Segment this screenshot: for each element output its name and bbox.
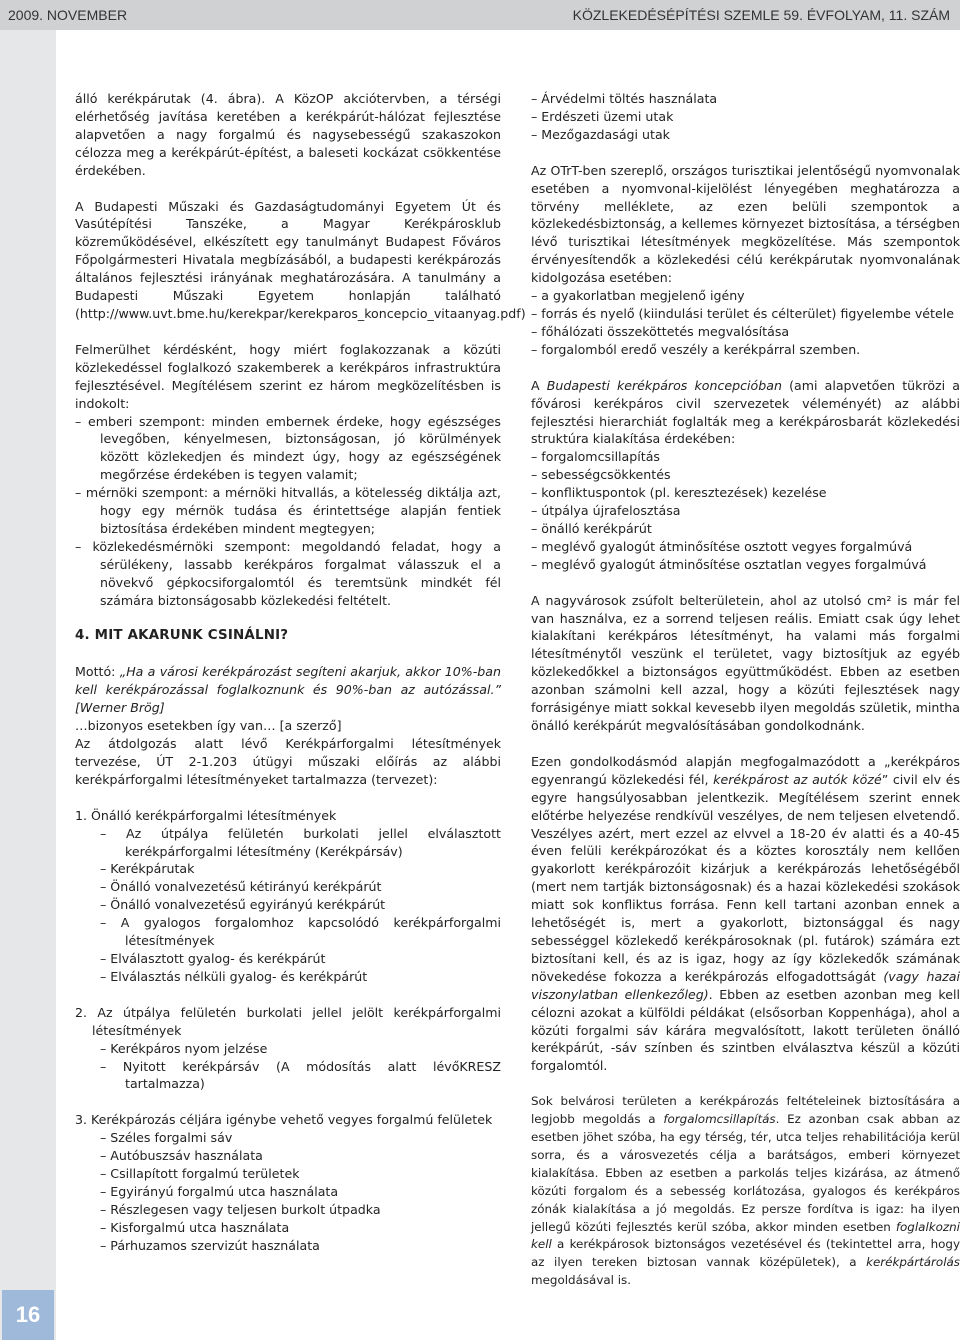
left-margin-bar (0, 30, 56, 1340)
paragraph: A Budapesti Műszaki és Gazdaságtudományi Egyetem Út és Vasútépítési Tanszéke, a Magyar Kerékpárosklub közreműködésével, elkészített egy tanulmányt Budapest Főváros Főpolgármesteri Hivatala megbízásából, a budapesti kerékpározás általános fejlesztési irányának meghatározására. A tanulmány a Budapesti Műszaki Egyetem honlapján található (http://www.uvt.bme.hu/kerekpar/kerekparos_koncepcio_vitaanyag.pdf) (75, 198, 526, 321)
list-item: – forgalomból eredő veszély a kerékpárral szemben. (531, 341, 861, 357)
list-item: – Önálló vonalvezetésű kétirányú kerékpárút (100, 879, 382, 895)
list-title: 2. Az útpálya felületén burkolati jellel jelölt kerékpárforgalmi létesítmények (75, 1004, 501, 1038)
list-item: – Kerékpáros nyom jelzése (100, 1040, 268, 1056)
list-item: – meglévő gyalogút átminősítése osztatlan vegyes forgalmúvá (531, 556, 927, 572)
list-item: – Önálló vonalvezetésű egyirányú kerékpárút (100, 897, 386, 913)
text-run: Sok belvárosi területen a kerékpározás feltételeinek biztosítására a legjobb megoldás a (531, 1094, 960, 1127)
italic-run: kerékpártárolás (866, 1255, 960, 1270)
list-title: 3. Kerékpározás céljára igénybe vehető vegyes forgalmú felületek (75, 1112, 493, 1128)
page-header (0, 0, 960, 30)
list-item: – sebességcsökkentés (531, 467, 671, 483)
header-journal: KÖZLEKEDÉSÉPÍTÉSI SZEMLE 59. ÉVFOLYAM, 11. SZÁM (572, 7, 950, 23)
paragraph (531, 1093, 960, 1290)
list-item: – Elválasztás nélküli gyalog- és kerékpárút (100, 968, 368, 984)
left-column (75, 90, 526, 1255)
paragraph: …bizonyos esetekben így van… [a szerző] (75, 718, 342, 734)
list-item: – főhálózati összeköttetés megvalósítása (531, 323, 790, 339)
text-run: . Ebben az esetben azonban meg kell célozni azokat a külföldi példákat (elsősorban Koppenhága), ahol a közúti forgalmi sáv kárára megvalósított, lakott területen önálló kerékpárút, -sáv színben és szintben elválasztva készül a közúti forgalomtól. (531, 986, 960, 1074)
list-item: – Elválasztott gyalog- és kerékpárút (100, 950, 326, 966)
italic-run: forgalomcsillapítás (663, 1112, 776, 1127)
list-item: – A gyalogos forgalomhoz kapcsolódó kerékpárforgalmi létesítmények (100, 915, 501, 949)
text-run: A (531, 377, 547, 393)
motto-quote: „Ha a városi kerékpározást segíteni akarjuk, akkor 10%-ban kell kerékpározással foglalkoznunk és 90%-ban az autózással.” [Werner Brög] (75, 664, 501, 716)
list-item: – meglévő gyalogút átminősítése osztott vegyes forgalmúvá (531, 538, 913, 554)
text-run: megoldásával is. (531, 1273, 632, 1288)
text-run: a kerékpárosok biztonságos vezetésével és (tekintettel arra, hogy az ilyen tereken biztosan vannak középületek), a (531, 1237, 960, 1270)
list-item: – a gyakorlatban megjelenő igény (531, 288, 745, 304)
list-item: – emberi szempont: minden embernek érdeke, hogy egészséges levegőben, kényelmesen, biztonságosan, jó körülmények között közlekedjen és mindezt úgy, hogy az egészségének megőrzése érdekében is tegyen valamit; (75, 413, 501, 483)
italic-run: (vagy hazai viszonylatban ellenkezőleg) (531, 968, 960, 1002)
list-item: – Kisforgalmú utca használata (100, 1219, 290, 1235)
list-item: – Széles forgalmi sáv (100, 1130, 233, 1146)
list-item: – Autóbuszsáv használata (100, 1148, 263, 1164)
text-run: . Ez azonban csak abban az esetben jöhet szóba, ha egy térség, tér, utca teljes rehabilitációja kerül sorra, és a városvezetés célja a barátságos, emberi környezet kialakítása. Ebben az esetben a parkolás teljes kizárása, az átmenő közúti forgalom és a sebesség korlátozása, gyalogos és kerékpáros zónák kialakítása a jó megoldás. Ez persze fordítva is igaz: ha ilyen jellegű közúti fejlesztés kerül szóba, akkor minden esetben (531, 1112, 960, 1234)
paragraph: Felmerülhet kérdésként, hogy miért foglakozzanak a közúti közlekedéssel foglalkozó szakemberek a kerékpáros infrastruktúra fejlesztésével. Megítélésem szerint ez három megközelítésben is indokolt: (75, 341, 501, 411)
list-item: – forrás és nyelő (kiindulási terület és célterület) figyelembe vétele (531, 305, 954, 321)
list-item: – konfliktuspontok (pl. keresztezések) kezelése (531, 485, 827, 501)
text-run: ” civil elv és egyre hangsúlyosabban jelentkezik. Megítélésem szerint ennek előtérbe helyezése rendkívül veszélyes, de nem teljesen elvetendő. Veszélyes azért, mert ezzel az elvvel a 18-20 év alatti és a 40-45 éven felüli kerékpározókat és a köztes korosztály nem kellően gyakorlott kerékpározóit kizárjuk a kerékpározás lehetőségéből (mert nem tartják biztonságosnak) és a hazai közlekedési szokások miatt sok konfliktus forrása. Fenn kell tartani azonban ennek a lehetőségét is, mert a gyakorlott, biztonsággal és nagy sebességgel közlekedő kerékpárosoknak (pl. futárok) számára ezt biztosítani kell, és az is igaz, hogy az így közlekedők számának növekedése fokozza a kerékpározás elfogadottságát (531, 771, 960, 984)
paragraph: Az átdolgozás alatt lévő Kerékpárforgalmi létesítmények tervezése, ÚT 2-1.203 útügyi műszaki előírás az alábbi kerékpárforgalmi létesítményeket tartalmazza (tervezet): (75, 736, 501, 787)
italic-run: kerékpárost az autók közé (713, 771, 882, 787)
list-item: – Mezőgazdasági utak (531, 126, 670, 142)
list-item: – útpálya újrafelosztása (531, 503, 681, 519)
header-date: 2009. NOVEMBER (8, 7, 128, 23)
list-item: – önálló kerékpárút (531, 520, 652, 536)
list-item: – Árvédelmi töltés használata (531, 91, 718, 106)
section-heading: 4. MIT AKARUNK CSINÁLNI? (75, 628, 289, 644)
italic-run: foglalkozni kell (531, 1219, 960, 1252)
right-column (531, 90, 960, 1308)
text-run: Ezen gondolkodásmód alapján megfogalmazódott a „kerékpáros egyenrangú közlekedési fél, (531, 753, 960, 787)
list-item: – Nyitott kerékpársáv (A módosítás alatt lévőKRESZ tartalmazza) (100, 1058, 501, 1092)
list-item: – mérnöki szempont: a mérnöki hitvallás, a kötelesség diktálja azt, hogy egy mérnök tudása és érintettsége alapján fentiek biztosítása érdekében mindent megtegyen; (75, 485, 501, 536)
text-run: (ami alapvetően tükrözi a fővárosi kerékpáros civil szervezetek véleményét) az alábbi fejlesztési hierarchiát foglalták meg a kerékpárosbarát közlekedési struktúra kialakítása érdekében: (531, 377, 960, 447)
paragraph: A nagyvárosok zsúfolt belterületein, ahol az utolsó cm² is már fel van használva, ez a sorrend teljesen reális. Emiatt csak úgy lehet kialakítani kerékpáros létesítményt, ha valami más forgalmi létesítménytől veszünk el területet, vagy biztosítjuk az egyéb közlekedőkkel a biztonságos együttműködést. Ebben az esetben azonban számolni kell azzal, hogy a közúti fejlesztések nagy forrásigénye miatt sokkal kevesebb ilyen megoldás születik, mintha önálló kerékpárút megvalósításában gondolkodnánk. (531, 592, 960, 733)
paragraph (531, 377, 960, 449)
motto (75, 663, 501, 717)
list-item: – közlekedésmérnöki szempont: megoldandó feladat, hogy a sérülékeny, lassabb kerékpáros forgalmat válasszuk el a növekvő gépkocsiforgalomtól és teremtsünk mindkét fél számára biztonságosabb közlekedési feltételt. (75, 538, 501, 608)
paragraph (531, 753, 960, 1075)
list-item: – forgalomcsillapítás (531, 449, 660, 465)
list-item: – Részlegesen vagy teljesen burkolt útpadka (100, 1201, 381, 1217)
page-number: 16 (2, 1290, 54, 1340)
list-item: – Csillapított forgalmú területek (100, 1166, 300, 1182)
list-title: 1. Önálló kerékpárforgalmi létesítmények (75, 807, 337, 823)
list-item: – Egyirányú forgalmú utca használata (100, 1183, 339, 1199)
motto-label: Mottó: (75, 664, 120, 680)
paragraph: álló kerékpárutak (4. ábra). A KözOP akciótervben, a térségi elérhetőség javítása keretében a kerékpárút-hálózat fejlesztése alapvetően a nagy forgalmú és nagysebességű szakaszokon célozza meg a kerékpárút-építést, a baleseti kockázat csökkentése érdekében. (75, 91, 501, 178)
list-item: – Az útpálya felületén burkolati jellel elválasztott kerékpárforgalmi létesítmény (Kerékpársáv) (100, 825, 501, 859)
italic-run: Budapesti kerékpáros koncepcióban (546, 377, 782, 393)
list-item: – Párhuzamos szervizút használata (100, 1237, 320, 1253)
list-item: – Kerékpárutak (100, 861, 195, 877)
paragraph: Az OTrT-ben szereplő, országos turisztikai jelentőségű nyomvonalak esetében a nyomvonal-kijelölést lényegében meghatározza a törvény melléklete, az ezen belüli szempontok a közlekedésbiztonság, a kellemes környezet biztosítása, a térségben lévő turisztikai létesítmények megközelítése. Más szempontok érvényesítendők a közlekedési célú kerékpárutak nyomvonalának kidolgozása esetében: (531, 162, 960, 286)
list-item: – Erdészeti üzemi utak (531, 108, 674, 124)
